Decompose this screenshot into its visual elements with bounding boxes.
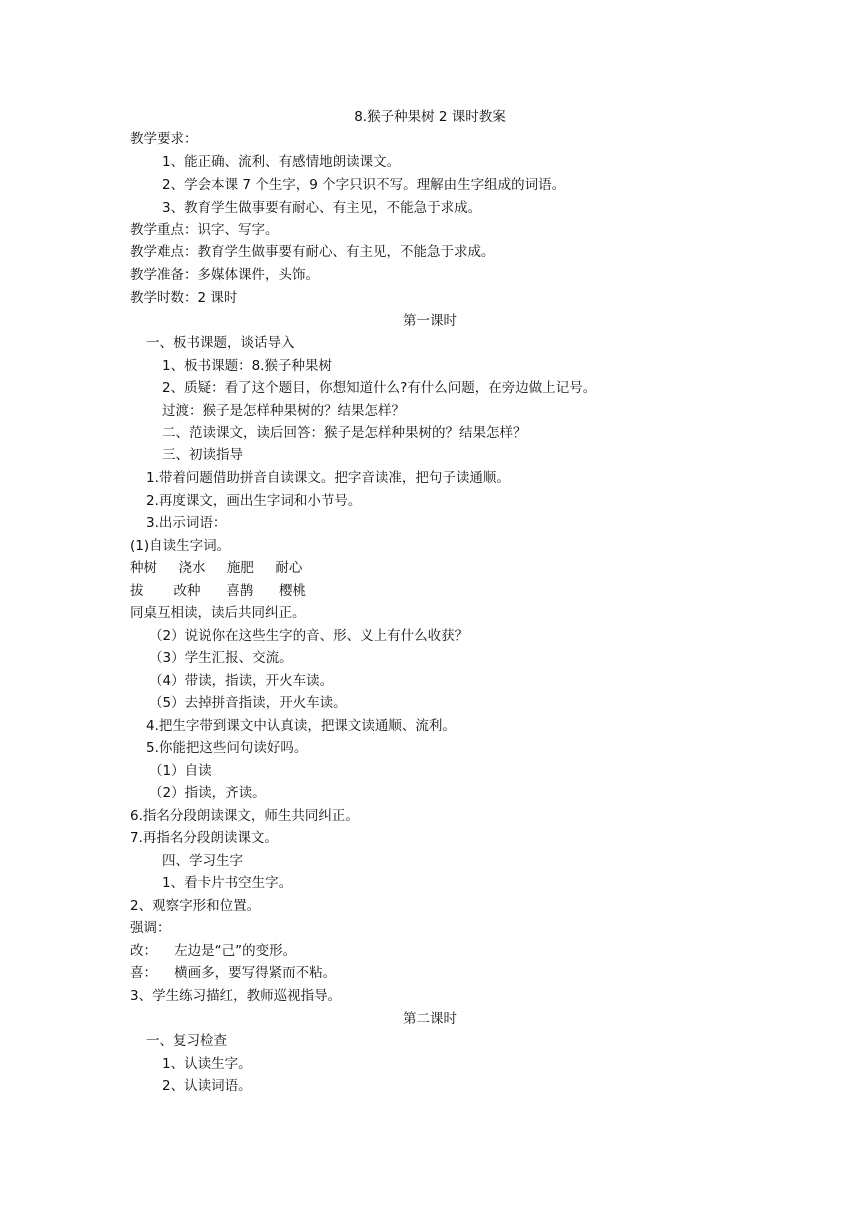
lesson-line: 6.指名分段朗读课文，师生共同纠正。 bbox=[130, 808, 359, 824]
lesson-line: 1、板书课题：8.猴子种果树 bbox=[162, 358, 332, 374]
lesson-line: （2）指读，齐读。 bbox=[149, 785, 266, 801]
lesson-line: 1、看卡片书空生字。 bbox=[162, 875, 293, 891]
lesson-line: 过渡：猴子是怎样种果树的？结果怎样？ bbox=[162, 403, 405, 419]
lesson-line: 1、认读生字。 bbox=[162, 1056, 252, 1072]
lesson-line: 同桌互相读，读后共同纠正。 bbox=[130, 605, 306, 621]
lesson-line: 2、观察字形和位置。 bbox=[130, 898, 261, 914]
lesson2-heading: 第二课时 bbox=[403, 1011, 457, 1027]
lesson-line: 一、板书课题，谈话导入 bbox=[146, 335, 295, 351]
key-points: 教学重点：识字、写字。 bbox=[130, 222, 279, 238]
difficulties: 教学难点：教育学生做事要有耐心、有主见，不能急于求成。 bbox=[130, 244, 495, 260]
lesson-line: （2）说说你在这些生字的音、形、义上有什么收获？ bbox=[149, 628, 469, 644]
lesson-line: （5）去掉拼音指读，开火车读。 bbox=[149, 695, 347, 711]
preparation: 教学准备：多媒体课件，头饰。 bbox=[130, 267, 319, 283]
lesson-line: 四、学习生字 bbox=[162, 853, 243, 869]
requirement-item: 2、学会本课 7 个生字，9 个字只识不写。理解由生字组成的词语。 bbox=[162, 177, 566, 193]
lesson-line: (1)自读生字词。 bbox=[130, 538, 231, 554]
lesson-line: 7.再指名分段朗读课文。 bbox=[130, 830, 278, 846]
lesson-line: 1.带着问题借助拼音自读课文。把字音读准，把句子读通顺。 bbox=[146, 470, 510, 486]
lesson-line: （1）自读 bbox=[149, 763, 212, 779]
lesson-line: 4.把生字带到课文中认真读，把课文读通顺、流利。 bbox=[146, 718, 456, 734]
lesson-line: （3）学生汇报、交流。 bbox=[149, 650, 293, 666]
lesson-line: 二、范读课文，读后回答：猴子是怎样种果树的？结果怎样？ bbox=[162, 425, 527, 441]
lesson-line: （4）带读，指读，开火车读。 bbox=[149, 673, 334, 689]
lesson-line: 3、学生练习描红，教师巡视指导。 bbox=[130, 988, 342, 1004]
lesson-line: 喜： 横画多，要写得紧而不粘。 bbox=[130, 965, 337, 981]
requirements-heading: 教学要求： bbox=[130, 131, 198, 147]
lesson-line: 5.你能把这些问句读好吗。 bbox=[146, 740, 308, 756]
document-title: 8.猴子种果树 2 课时教案 bbox=[354, 109, 506, 125]
lesson-line: 2、认读词语。 bbox=[162, 1078, 252, 1094]
vocab-row: 拔 改种 喜鹊 樱桃 bbox=[130, 583, 307, 599]
lesson-line: 一、复习检查 bbox=[146, 1033, 227, 1049]
lesson-line: 2、质疑：看了这个题目，你想知道什么?有什么问题，在旁边做上记号。 bbox=[162, 380, 597, 396]
lesson-line: 2.再度课文，画出生字词和小节号。 bbox=[146, 493, 362, 509]
lesson-line: 强调： bbox=[130, 920, 171, 936]
lesson-line: 改： 左边是“己”的变形。 bbox=[130, 943, 297, 959]
lesson-line: 三、初读指导 bbox=[162, 447, 243, 463]
vocab-row: 种树 浇水 施肥 耐心 bbox=[130, 560, 303, 576]
requirement-item: 1、能正确、流利、有感情地朗读课文。 bbox=[162, 154, 401, 170]
hours: 教学时数：2 课时 bbox=[130, 290, 238, 306]
requirement-item: 3、教育学生做事要有耐心、有主见，不能急于求成。 bbox=[162, 200, 482, 216]
lesson1-heading: 第一课时 bbox=[403, 313, 457, 329]
lesson-line: 3.出示词语： bbox=[146, 515, 227, 531]
